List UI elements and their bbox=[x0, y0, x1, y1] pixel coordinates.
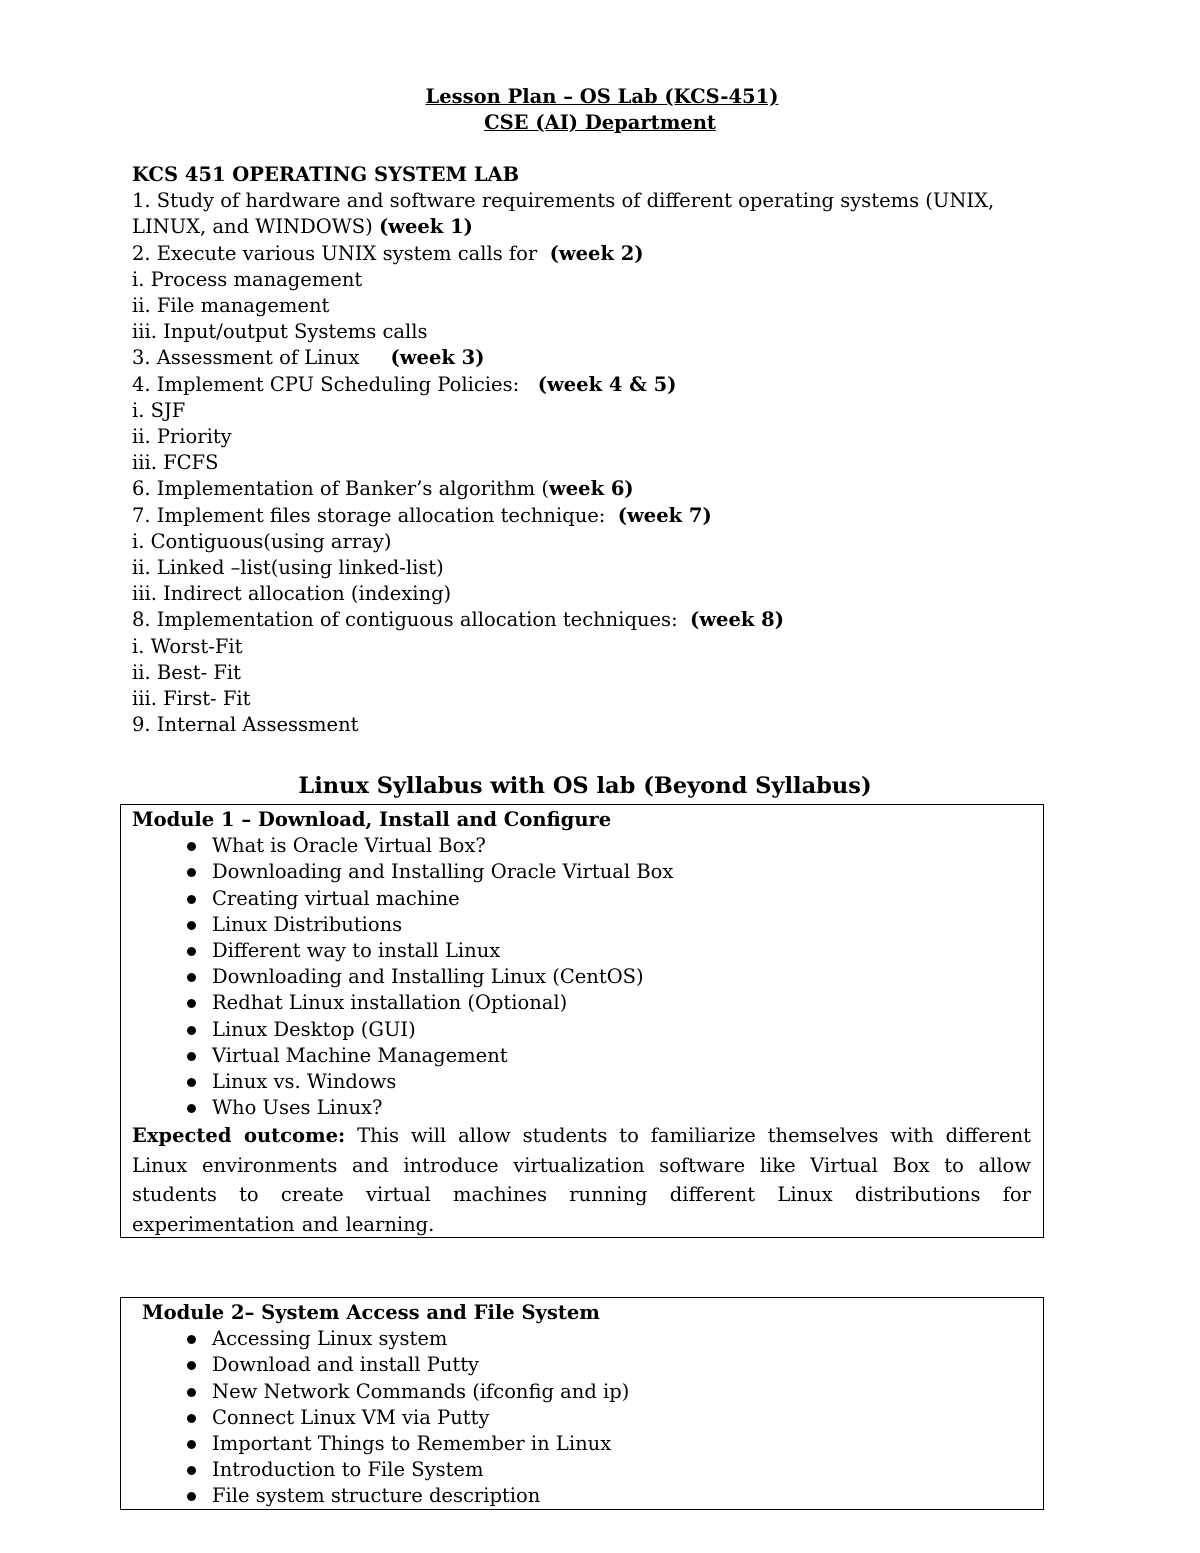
bullet-icon bbox=[187, 1026, 196, 1035]
list-item: Virtual Machine Management bbox=[187, 1043, 1031, 1069]
lab-item: i. Contiguous(using array) bbox=[132, 529, 392, 553]
bullet-icon bbox=[187, 1052, 196, 1061]
bullet-icon bbox=[187, 842, 196, 851]
syllabus-heading: Linux Syllabus with OS lab (Beyond Syllabus) bbox=[298, 773, 872, 799]
list-item: Linux vs. Windows bbox=[187, 1069, 1031, 1095]
lab-item: iii. Indirect allocation (indexing) bbox=[132, 582, 452, 606]
bullet-icon bbox=[187, 973, 196, 982]
lab-heading: KCS 451 OPERATING SYSTEM LAB bbox=[132, 163, 520, 186]
list-item: Downloading and Installing Oracle Virtual Box bbox=[187, 859, 1031, 885]
expected-outcome bbox=[132, 1121, 1031, 1239]
bullet-icon bbox=[187, 1335, 196, 1344]
department-title: CSE (AI) Department bbox=[484, 111, 716, 134]
lab-item: ii. Linked –list(using linked-list) bbox=[132, 556, 444, 580]
outcome-text: This will allow students to familiarize themselves with different Linux environments and introduce virtualization software like Virtual Box to allow students to create virtual machines running different Linux distributions for experimentation and learning. bbox=[132, 1124, 1031, 1236]
lab-item: 7. Implement files storage allocation technique: (week 7) bbox=[132, 503, 712, 527]
bullet-icon bbox=[187, 895, 196, 904]
bullet-icon bbox=[187, 1104, 196, 1113]
module-2-title: Module 2– System Access and File System bbox=[142, 1301, 600, 1324]
lab-item: ii. Best- Fit bbox=[132, 660, 241, 684]
list-item: Linux Distributions bbox=[187, 912, 1031, 938]
bullet-icon bbox=[187, 999, 196, 1008]
list-item: Creating virtual machine bbox=[187, 886, 1031, 912]
lab-item: 8. Implementation of contiguous allocation techniques: (week 8) bbox=[132, 608, 784, 632]
lab-item: 4. Implement CPU Scheduling Policies: (week 4 & 5) bbox=[132, 372, 677, 396]
list-item: Important Things to Remember in Linux bbox=[187, 1431, 1031, 1457]
list-item: Downloading and Installing Linux (CentOS) bbox=[187, 964, 1031, 990]
lab-item: i. Worst-Fit bbox=[132, 634, 243, 658]
lab-item: iii. First- Fit bbox=[132, 687, 251, 711]
outcome-label: Expected outcome: bbox=[132, 1124, 346, 1148]
lab-item: iii. FCFS bbox=[132, 451, 219, 475]
lab-item: ii. Priority bbox=[132, 425, 232, 449]
lab-item: ii. File management bbox=[132, 294, 330, 318]
list-item: Accessing Linux system bbox=[187, 1326, 1031, 1352]
page-title: Lesson Plan – OS Lab (KCS-451) bbox=[425, 85, 779, 108]
list-item: Linux Desktop (GUI) bbox=[187, 1017, 1031, 1043]
lab-item: 1. Study of hardware and software requirements of different operating systems (UNIX, LINUX, and WINDOWS) (week 1) bbox=[132, 189, 995, 239]
module-2-box bbox=[120, 1297, 1044, 1510]
bullet-icon bbox=[187, 921, 196, 930]
list-item: What is Oracle Virtual Box? bbox=[187, 833, 1031, 859]
list-item: Who Uses Linux? bbox=[187, 1095, 1031, 1121]
module-2-topics bbox=[142, 1326, 1031, 1509]
list-item: Connect Linux VM via Putty bbox=[187, 1405, 1031, 1431]
bullet-icon bbox=[187, 868, 196, 877]
lab-item: 6. Implementation of Banker’s algorithm (week 6) bbox=[132, 477, 634, 501]
bullet-icon bbox=[187, 947, 196, 956]
list-item: New Network Commands (ifconfig and ip) bbox=[187, 1379, 1031, 1405]
list-item: File system structure description bbox=[187, 1483, 1031, 1509]
lab-list bbox=[132, 162, 1032, 738]
bullet-icon bbox=[187, 1078, 196, 1087]
bullet-icon bbox=[187, 1492, 196, 1501]
lab-item: i. SJF bbox=[132, 398, 186, 422]
bullet-icon bbox=[187, 1361, 196, 1370]
lab-item: 3. Assessment of Linux (week 3) bbox=[132, 346, 485, 370]
bullet-icon bbox=[187, 1388, 196, 1397]
lab-item: iii. Input/output Systems calls bbox=[132, 320, 428, 344]
lab-item: i. Process management bbox=[132, 267, 363, 291]
title-block bbox=[0, 84, 1200, 136]
lab-item: 2. Execute various UNIX system calls for (week 2) bbox=[132, 241, 644, 265]
bullet-icon bbox=[187, 1414, 196, 1423]
module-1-title: Module 1 – Download, Install and Configure bbox=[132, 808, 612, 831]
list-item: Download and install Putty bbox=[187, 1352, 1031, 1378]
list-item: Redhat Linux installation (Optional) bbox=[187, 990, 1031, 1016]
module-1-topics bbox=[132, 833, 1031, 1121]
module-1-box bbox=[120, 804, 1044, 1238]
lab-item: 9. Internal Assessment bbox=[132, 713, 359, 737]
list-item: Introduction to File System bbox=[187, 1457, 1031, 1483]
list-item: Different way to install Linux bbox=[187, 938, 1031, 964]
bullet-icon bbox=[187, 1466, 196, 1475]
bullet-icon bbox=[187, 1440, 196, 1449]
